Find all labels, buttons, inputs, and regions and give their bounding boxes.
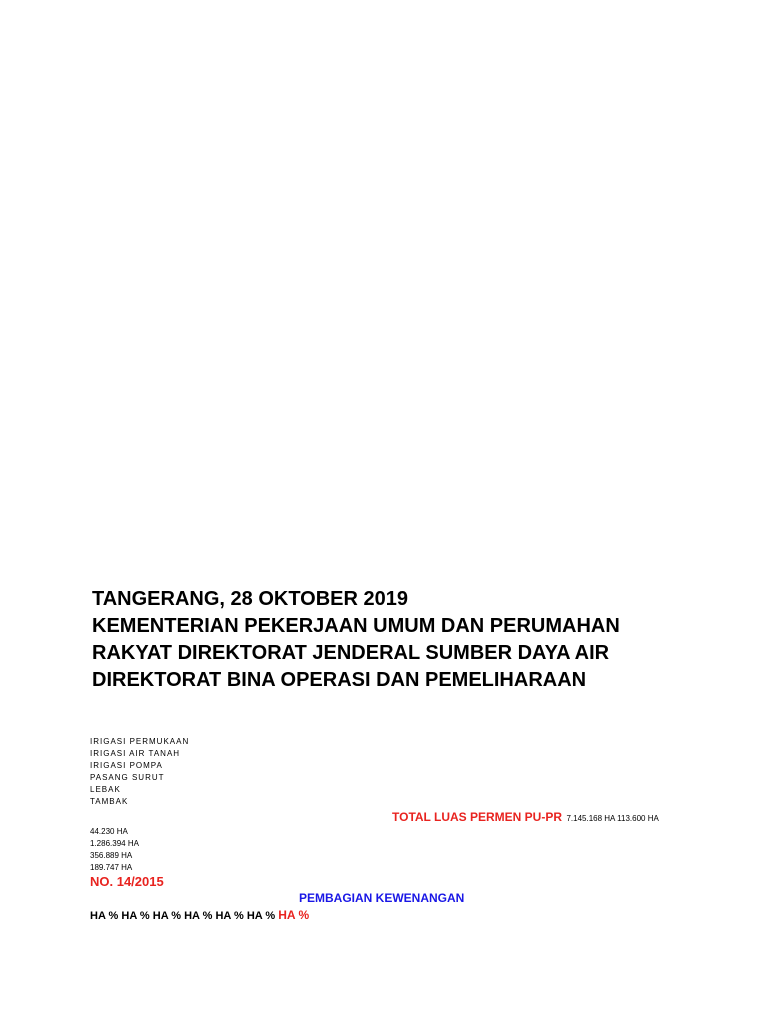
list-item: LEBAK xyxy=(90,785,121,794)
list-item: IRIGASI POMPA xyxy=(90,761,163,770)
document-heading xyxy=(92,586,732,694)
units-line xyxy=(90,908,309,922)
list-item: PASANG SURUT xyxy=(90,773,165,782)
list-item: 1.286.394 HA xyxy=(90,839,139,848)
total-area-values: 7.145.168 HA 113.600 HA xyxy=(566,814,659,823)
division-title: PEMBAGIAN KEWENANGAN xyxy=(299,891,465,905)
list-item: IRIGASI PERMUKAAN xyxy=(90,737,190,746)
list-item: IRIGASI AIR TANAH xyxy=(90,749,181,758)
list-item: 189.747 HA xyxy=(90,863,133,872)
irrigation-type-list xyxy=(90,736,189,808)
list-item: TAMBAK xyxy=(90,797,129,806)
ministry-line: KEMENTERIAN PEKERJAAN UMUM DAN PERUMAHAN xyxy=(92,615,620,637)
regulation-number: NO. 14/2015 xyxy=(90,874,164,889)
list-item: 44.230 HA xyxy=(90,827,128,836)
list-item: 356.889 HA xyxy=(90,851,133,860)
area-value-list xyxy=(90,826,139,874)
total-area-label: TOTAL LUAS PERMEN PU-PR xyxy=(392,810,563,824)
directorate-general-line: RAKYAT DIREKTORAT JENDERAL SUMBER DAYA AIR xyxy=(92,642,610,664)
directorate-line: DIREKTORAT BINA OPERASI DAN PEMELIHARAAN xyxy=(92,669,587,691)
units-red: HA % xyxy=(278,908,310,922)
place-date: TANGERANG, 28 OKTOBER 2019 xyxy=(92,588,409,610)
total-area-line xyxy=(392,808,659,826)
units-black: HA % HA % HA % HA % HA % HA % xyxy=(90,910,276,922)
